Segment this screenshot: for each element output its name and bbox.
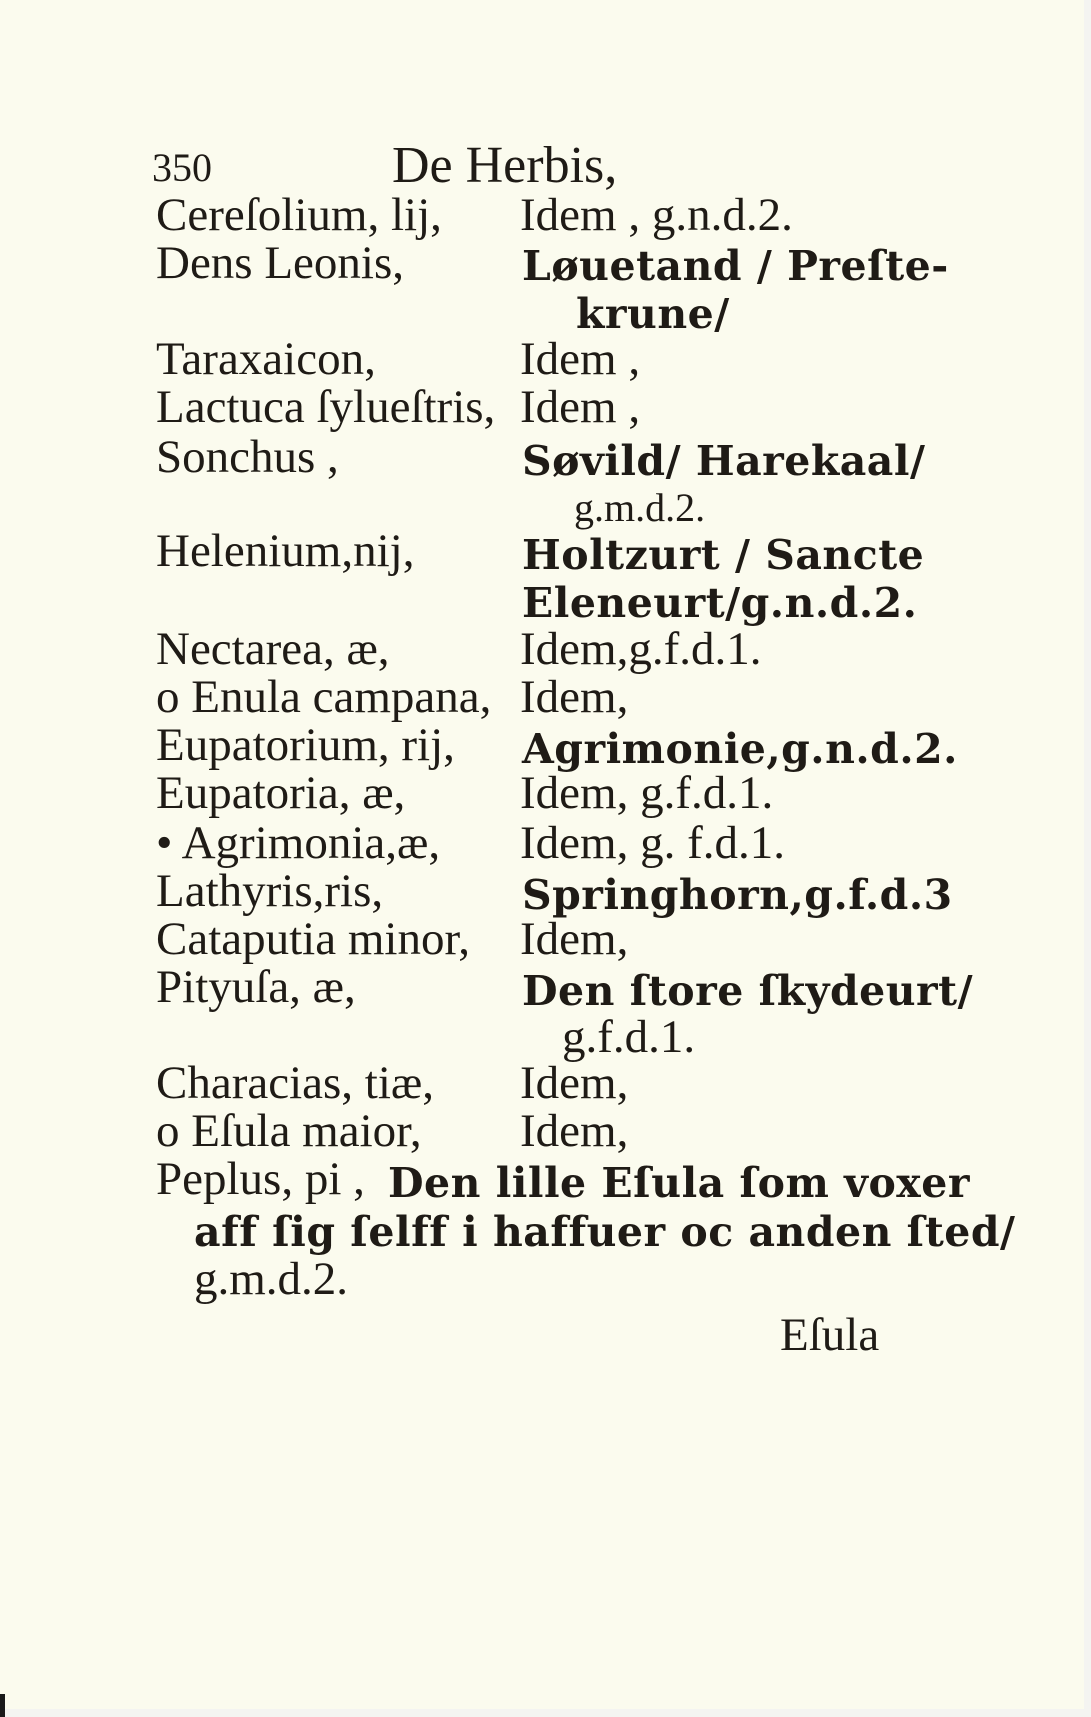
latin-name: Cereſolium, lij,: [156, 189, 442, 241]
vernacular-name: Søvild/ Harekaal/: [522, 437, 926, 485]
latin-name: Characias, tiæ,: [156, 1057, 435, 1109]
vernacular-name: Idem , g.n.d.2.: [520, 189, 793, 241]
vernacular-name: Idem,: [520, 913, 629, 965]
latin-name: Taraxaicon,: [156, 333, 376, 385]
vernacular-name: Springhorn,g.f.d.3: [522, 871, 953, 919]
vernacular-name: Idem,: [520, 1105, 629, 1157]
vernacular-continuation: krune/: [576, 290, 730, 338]
latin-name: Eupatorium, rij,: [156, 719, 455, 771]
running-header: De Herbis,: [392, 137, 618, 194]
latin-name: Eupatoria, æ,: [156, 767, 406, 819]
vernacular-name: Agrimonie,g.n.d.2.: [522, 725, 958, 773]
scan-margin-bottom: [0, 1709, 1091, 1717]
catchword: Eſula: [780, 1309, 880, 1361]
vernacular-continuation: g.m.d.2.: [574, 485, 706, 530]
latin-name: o Eſula maior,: [156, 1105, 422, 1157]
latin-name: Pityuſa, æ,: [156, 961, 356, 1013]
vernacular-name: Idem, g. f.d.1.: [520, 817, 785, 869]
latin-name: Dens Leonis,: [156, 237, 405, 289]
vernacular-name: Idem,: [520, 671, 629, 723]
vernacular-name: Holtzurt / Sancte: [522, 531, 925, 579]
vernacular-continuation: aff ſig ſelff i haffuer oc anden ſted/: [194, 1208, 1016, 1256]
latin-name: Lactuca ſylueſtris,: [156, 381, 496, 433]
vernacular-name: Idem, g.f.d.1.: [520, 767, 774, 819]
vernacular-continuation: g.m.d.2.: [194, 1253, 349, 1305]
scan-edge-mark: [0, 1694, 5, 1717]
latin-name: Nectarea, æ,: [156, 623, 390, 675]
latin-name: o Enula campana,: [156, 671, 492, 723]
page-number: 350: [152, 145, 212, 190]
latin-name: Sonchus ,: [156, 431, 339, 483]
latin-name: • Agrimonia,æ,: [156, 817, 441, 869]
vernacular-name: Idem,g.f.d.1.: [520, 623, 762, 675]
vernacular-continuation: Eleneurt/g.n.d.2.: [522, 579, 918, 627]
latin-name: Helenium,nij,: [156, 525, 415, 577]
vernacular-name: Idem ,: [520, 333, 641, 385]
vernacular-name: Idem ,: [520, 381, 641, 433]
vernacular-name: Den lille Eſula ſom voxer: [388, 1159, 970, 1207]
vernacular-name: Den ſtore ſkydeurt/: [522, 967, 974, 1015]
vernacular-name: Løuetand / Preſte-: [522, 242, 949, 290]
scan-margin-right: [1084, 0, 1091, 1717]
vernacular-continuation: g.f.d.1.: [562, 1011, 696, 1063]
latin-name: Lathyris,ris,: [156, 865, 384, 917]
latin-name: Peplus, pi ,: [156, 1153, 365, 1205]
latin-name: Cataputia minor,: [156, 913, 470, 965]
vernacular-name: Idem,: [520, 1057, 629, 1109]
